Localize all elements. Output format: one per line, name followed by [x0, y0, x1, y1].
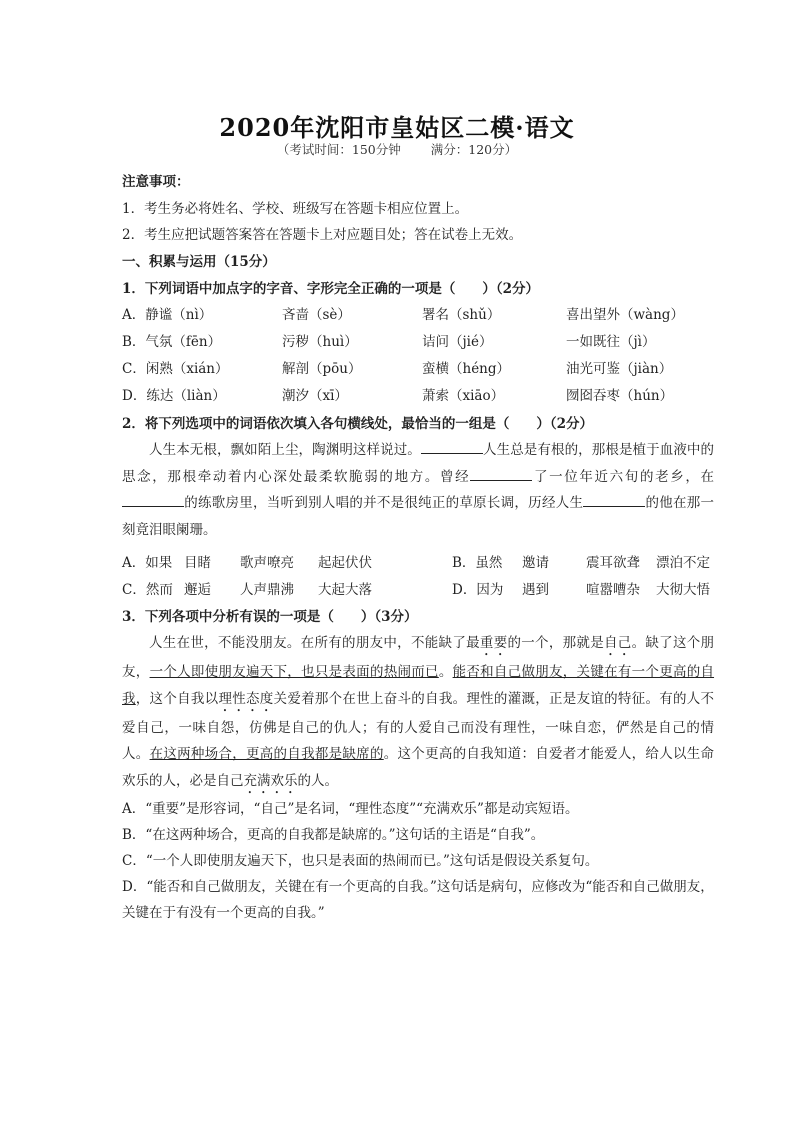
- q1-option-c-word2: 解剖（pōu）: [282, 361, 362, 377]
- q2-option-b-word4: 漂泊不定: [656, 555, 710, 571]
- q3-option-d: D．“能否和自己做朋友，关键在有一个更高的自我。”这句话是病句，应修改为“能否和自己做朋友，关键在于有没有一个更高的自我。”: [122, 879, 714, 921]
- q1-option-row-a: [122, 305, 722, 325]
- q2-option-d: D．因为: [452, 582, 504, 598]
- q3-underlined-sentence-3: 在这两种场合，更高的自我都是缺席的: [149, 746, 384, 762]
- q2-option-c-word4: 大起大落: [318, 582, 372, 598]
- q2-option-c-word2: 邂逅: [184, 582, 211, 598]
- q3-text-8: 的人。: [297, 772, 338, 789]
- q1-option-b-word1: B．气氛（fēn）: [122, 334, 222, 350]
- q1-option-a-word2: 吝啬（sè）: [282, 307, 351, 323]
- q2-blank-4: [583, 492, 645, 507]
- q2-option-a: A．如果: [122, 555, 173, 571]
- q2-option-b-word2: 邀请: [522, 555, 549, 571]
- q2-blank-3: [122, 492, 184, 507]
- q1-option-c-word4: 油光可鉴（jiàn）: [566, 361, 673, 377]
- q3-text-3: 。缺了这个朋友，: [122, 635, 715, 680]
- q3-passage: [122, 630, 714, 797]
- q3-option-b: B．“在这两种场合，更高的自我都是缺席的。”这句话的主语是“自我”。: [122, 827, 545, 843]
- q3-answers: [122, 796, 716, 926]
- q2-passage: [122, 437, 714, 543]
- q1-option-b-word4: 一如既往（jì）: [566, 334, 656, 350]
- q1-option-c-word3: 蛮横（héng）: [422, 361, 511, 377]
- q3-text-1: 人生在世，不能没朋友。在所有的朋友中，不能缺了最: [149, 635, 480, 651]
- q3-underlined-sentence-1: 一个人即使朋友遍天下，也只是表面的热闹而已: [149, 664, 439, 680]
- q1-option-b-word2: 污秽（huì）: [282, 334, 358, 350]
- q2-option-d-word3: 喧嚣嘈杂: [586, 582, 640, 598]
- q3-dotted-ziji: 自己: [604, 635, 632, 651]
- q1-option-a-word1: A．静谧（nì）: [122, 307, 213, 323]
- q3-text-7: 。这个更高的自我知道：自爱者才能爱人，给人以生命欢乐的人，必是自己: [122, 746, 715, 789]
- q2-blank-1: [421, 439, 483, 454]
- q2-option-c: C．然而: [122, 582, 173, 598]
- q1-option-d-word4: 囫囵吞枣（hún）: [566, 388, 674, 404]
- q1-option-row-b: [122, 332, 722, 352]
- q2-text-3: 了一位年近六旬的老乡，在: [532, 468, 715, 485]
- q3-stem: 3．下列各项中分析有误的一项是（ ）（3分）: [122, 609, 418, 625]
- q3-dotted-lixingtaidu: 理性态度: [218, 690, 274, 707]
- q3-dotted-chongmanhuanle: 充满欢乐: [243, 772, 298, 789]
- q2-text-1: 人生本无根，飘如陌上尘，陶渊明这样说过。: [149, 442, 421, 458]
- notes-heading: 注意事项：: [122, 174, 190, 190]
- q3-option-a: A．“重要”是形容词，“自己”是名词，“理性态度”“充满欢乐”都是动宾短语。: [122, 801, 579, 817]
- q1-option-a-word3: 署名（shǔ）: [422, 307, 501, 323]
- exam-time: （考试时间：150分钟: [276, 142, 401, 157]
- section-heading: 一、积累与运用（15分）: [122, 254, 276, 270]
- exam-score: 满分：120分）: [430, 142, 518, 157]
- q1-option-c-word1: C．闲熟（xián）: [122, 361, 229, 377]
- q3-underlined-sentence-2: 能否和自己做朋友，关键在有一个更高的自我: [122, 664, 715, 707]
- q3-option-c: C．“一个人即使朋友遍天下，也只是表面的热闹而已。”这句话是假设关系复句。: [122, 853, 599, 869]
- q1-option-row-d: [122, 386, 722, 406]
- q2-text-5: 的他在那一刻竟泪眼阑珊。: [122, 495, 715, 538]
- q2-option-d-word2: 遇到: [522, 582, 549, 598]
- q3-text-6: 关爱着那个在世上奋斗的自我。理性的灌溉，正是友谊的特征。有的人不爱自己，一味自怨，仿佛是自己的仇人；有的人爱自己而没有理性，一味自恋，俨然是自己的情人。: [122, 690, 715, 762]
- note-item-2: 2．考生应把试题答案答在答题卡上对应题目处；答在试卷上无效。: [122, 227, 523, 243]
- q2-option-b: B．虽然: [452, 555, 503, 571]
- q1-option-d-word3: 萧索（xiāo）: [422, 388, 505, 404]
- note-item-1: 1．考生务必将姓名、学校、班级写在答题卡相应位置上。: [122, 201, 469, 217]
- q2-option-c-word3: 人声鼎沸: [240, 582, 294, 598]
- q1-option-d-word1: D．练达（liàn）: [122, 388, 226, 404]
- q2-option-a-word4: 起起伏伏: [318, 555, 372, 571]
- q1-option-a-word4: 喜出望外（wàng）: [566, 307, 684, 323]
- page-title: 2020年沈阳市皇姑区二模·语文: [219, 113, 575, 142]
- q2-option-d-word4: 大彻大悟: [656, 582, 710, 598]
- q1-option-b-word3: 诘问（jié）: [422, 334, 493, 350]
- q2-option-row-cd: [122, 580, 722, 600]
- q2-blank-2: [470, 466, 532, 481]
- q2-text-4: 的练歌房里，当听到别人唱的并不是很纯正的草原长调，历经人生: [184, 495, 584, 511]
- q2-text-2: 人生总是有根的，那根是植于血液中的思念，那根牵动着内心深处最柔软脆弱的地方。曾经: [122, 442, 715, 485]
- q3-dotted-zhongyao: 重要: [479, 635, 508, 651]
- q2-option-a-word3: 歌声嘹亮: [240, 555, 294, 571]
- q1-stem: 1．下列词语中加点字的字音、字形完全正确的一项是（ ）（2分）: [122, 281, 540, 297]
- q2-option-a-word2: 目睹: [184, 555, 211, 571]
- q1-option-row-c: [122, 359, 722, 379]
- q2-option-row-ab: [122, 553, 722, 573]
- q1-option-d-word2: 潮汐（xī）: [282, 388, 348, 404]
- q3-text-4: 。: [438, 664, 453, 680]
- q2-option-b-word3: 震耳欲聋: [586, 555, 640, 571]
- q2-stem: 2．将下列选项中的词语依次填入各句横线处，最恰当的一组是（ ）（2分）: [122, 416, 594, 432]
- q3-text-2: 的一个，那就是: [507, 635, 604, 651]
- q3-text-5: ，这个自我以: [135, 690, 219, 707]
- exam-info: [0, 140, 794, 158]
